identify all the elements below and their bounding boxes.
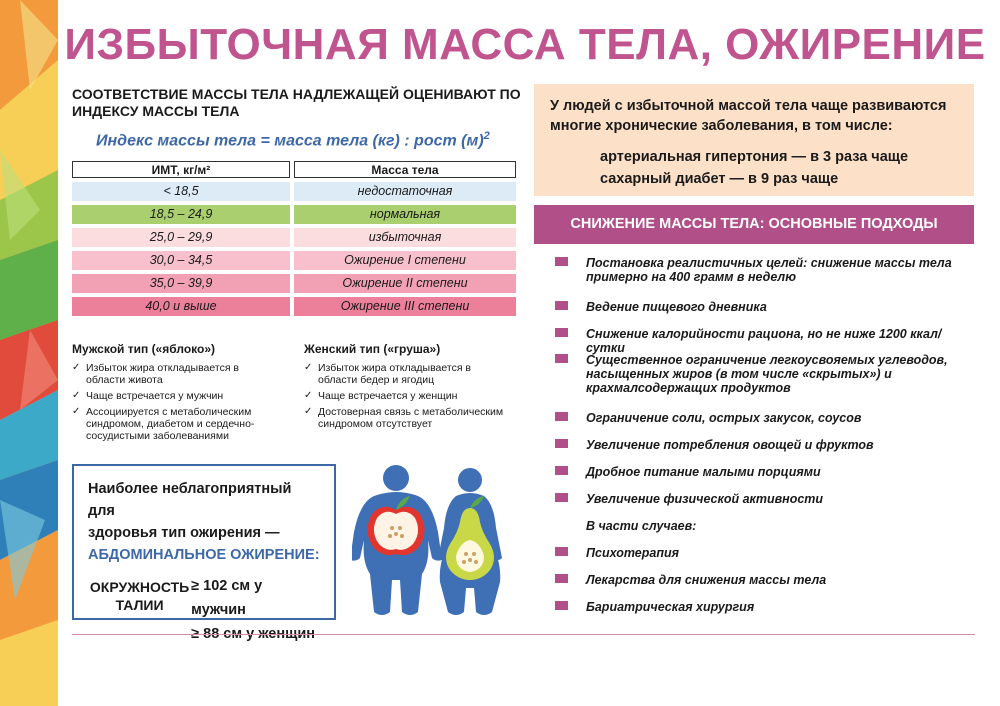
- male-type-item: ✓ Чаще встречается у мужчин: [72, 390, 277, 402]
- approach-item: [555, 573, 975, 587]
- hypertension-risk: артериальная гипертония — в 3 раза чаще: [600, 149, 909, 165]
- waist-criteria: [88, 574, 320, 646]
- approach-item: [555, 256, 975, 284]
- bmi-range-cell: 18,5 – 24,9: [72, 205, 290, 224]
- abdominal-line-1: Наиболее неблагоприятный для: [88, 481, 292, 519]
- bmi-table-row: [72, 182, 516, 201]
- approach-text: Увеличение потребления овощей и фруктов: [586, 438, 874, 452]
- male-type-title: Мужской тип («яблоко»): [72, 342, 215, 356]
- approach-text: В части случаев:: [586, 519, 697, 533]
- approach-text: Постановка реалистичных целей: снижение массы тела примерно на 400 грамм в неделю: [586, 256, 952, 284]
- abdominal-accent: АБДОМИНАЛЬНОЕ ОЖИРЕНИЕ:: [88, 547, 320, 563]
- bmi-table-row: [72, 297, 516, 316]
- male-type-block: [72, 343, 277, 446]
- bmi-formula-exponent: 2: [483, 130, 490, 142]
- bmi-table-row: [72, 205, 516, 224]
- approach-item: [555, 353, 975, 395]
- page-title: ИЗБЫТОЧНАЯ МАССА ТЕЛА, ОЖИРЕНИЕ: [64, 20, 986, 69]
- square-bullet-icon: [555, 493, 568, 502]
- square-bullet-icon: [555, 439, 568, 448]
- approach-item: [555, 465, 975, 479]
- female-type-title: Женский тип («груша»): [304, 342, 441, 356]
- female-type-item: ✓ Чаще встречается у женщин: [304, 390, 504, 402]
- approach-item: [555, 492, 975, 506]
- weight-category-cell: Ожирение I степени: [294, 251, 516, 270]
- bmi-column-header: ИМТ, кг/м²: [72, 161, 290, 178]
- waist-values: [191, 574, 320, 646]
- female-type-block: [304, 343, 504, 434]
- approach-item: [555, 438, 975, 452]
- bmi-range-cell: 40,0 и выше: [72, 297, 290, 316]
- female-type-list: [304, 362, 504, 430]
- bmi-formula: [96, 130, 490, 150]
- approach-item: [555, 327, 975, 355]
- square-bullet-icon: [555, 547, 568, 556]
- approach-text: Лекарства для снижения массы тела: [586, 573, 827, 587]
- pear-body-figure: [438, 468, 502, 615]
- weight-category-cell: Ожирение III степени: [294, 297, 516, 316]
- bmi-range-cell: 30,0 – 34,5: [72, 251, 290, 270]
- weight-category-cell: избыточная: [294, 228, 516, 247]
- approach-item: [555, 600, 975, 614]
- risk-stats: [600, 146, 908, 190]
- abdominal-line-2: здоровья тип ожирения —: [88, 525, 280, 541]
- bmi-range-cell: 35,0 – 39,9: [72, 274, 290, 293]
- decorative-side-pattern: [0, 0, 58, 706]
- square-bullet-icon: [555, 601, 568, 610]
- diabetes-risk: сахарный диабет — в 9 раз чаще: [600, 171, 839, 187]
- approach-item: [555, 519, 975, 533]
- apple-body-figure: [352, 465, 442, 615]
- approach-text: Ограничение соли, острых закусок, соусов: [586, 411, 862, 425]
- bmi-table-row: [72, 274, 516, 293]
- approach-text: Снижение калорийности рациона, но не ниже 1200 ккал/сутки: [586, 327, 942, 355]
- square-bullet-icon: [555, 574, 568, 583]
- approach-item: [555, 300, 975, 314]
- approach-item: [555, 546, 975, 560]
- square-bullet-icon: [555, 257, 568, 266]
- approach-text: Увеличение физической активности: [586, 492, 824, 506]
- bmi-range-cell: 25,0 – 29,9: [72, 228, 290, 247]
- bmi-intro-text: СООТВЕТСТВИЕ МАССЫ ТЕЛА НАДЛЕЖАЩЕЙ ОЦЕНИВАЮТ ПО ИНДЕКСУ МАССЫ ТЕЛА: [72, 86, 521, 119]
- male-type-item: ✓ Ассоциируется с метаболическим синдромом, диабетом и сердечно-сосудистыми заболеваниями: [72, 406, 277, 442]
- weight-category-cell: недостаточная: [294, 182, 516, 201]
- disease-risk-box: [534, 84, 974, 196]
- approach-text: Бариатрическая хирургия: [586, 600, 755, 614]
- bmi-table-row: [72, 251, 516, 270]
- waist-women: ≥ 88 см у женщин: [191, 626, 316, 642]
- bmi-table-row: [72, 228, 516, 247]
- waist-label: ОКРУЖНОСТЬ ТАЛИИ: [89, 579, 190, 613]
- approaches-header: СНИЖЕНИЕ МАССЫ ТЕЛА: ОСНОВНЫЕ ПОДХОДЫ: [534, 205, 974, 244]
- bmi-table-header: [72, 161, 516, 178]
- square-bullet-icon: [555, 466, 568, 475]
- bmi-formula-text: Индекс массы тела = масса тела (кг) : рост (м): [96, 132, 484, 150]
- bottom-divider: [72, 634, 975, 635]
- approach-text: Ведение пищевого дневника: [586, 300, 767, 314]
- approach-item: [555, 411, 975, 425]
- bmi-range-cell: < 18,5: [72, 182, 290, 201]
- approach-text: Существенное ограничение легкоусвояемых углеводов, насыщенных жиров (в том числе «скрытых») и крахмалсодержащих продуктов: [586, 353, 948, 395]
- abdominal-obesity-box: [72, 464, 336, 642]
- body-type-figures: [352, 462, 514, 622]
- bmi-table: [72, 161, 516, 320]
- approach-text: Дробное питание малыми порциями: [586, 465, 821, 479]
- square-bullet-icon: [555, 354, 568, 363]
- male-type-list: [72, 362, 277, 442]
- weight-column-header: Масса тела: [294, 161, 516, 178]
- square-bullet-icon: [555, 301, 568, 310]
- waist-men: ≥ 102 см у мужчин: [191, 578, 263, 618]
- square-bullet-icon: [555, 328, 568, 337]
- weight-category-cell: Ожирение II степени: [294, 274, 516, 293]
- square-bullet-icon: [555, 412, 568, 421]
- weight-category-cell: нормальная: [294, 205, 516, 224]
- male-type-item: ✓ Избыток жира откладывается в области живота: [72, 362, 277, 386]
- risk-intro-text: У людей с избыточной массой тела чаще развиваются многие хронические заболевания, в том числе:: [550, 98, 947, 134]
- female-type-item: ✓ Достоверная связь с метаболическим синдромом отсутствует: [304, 406, 504, 430]
- female-type-item: ✓ Избыток жира откладывается в области бедер и ягодиц: [304, 362, 504, 386]
- approach-text: Психотерапия: [586, 546, 679, 560]
